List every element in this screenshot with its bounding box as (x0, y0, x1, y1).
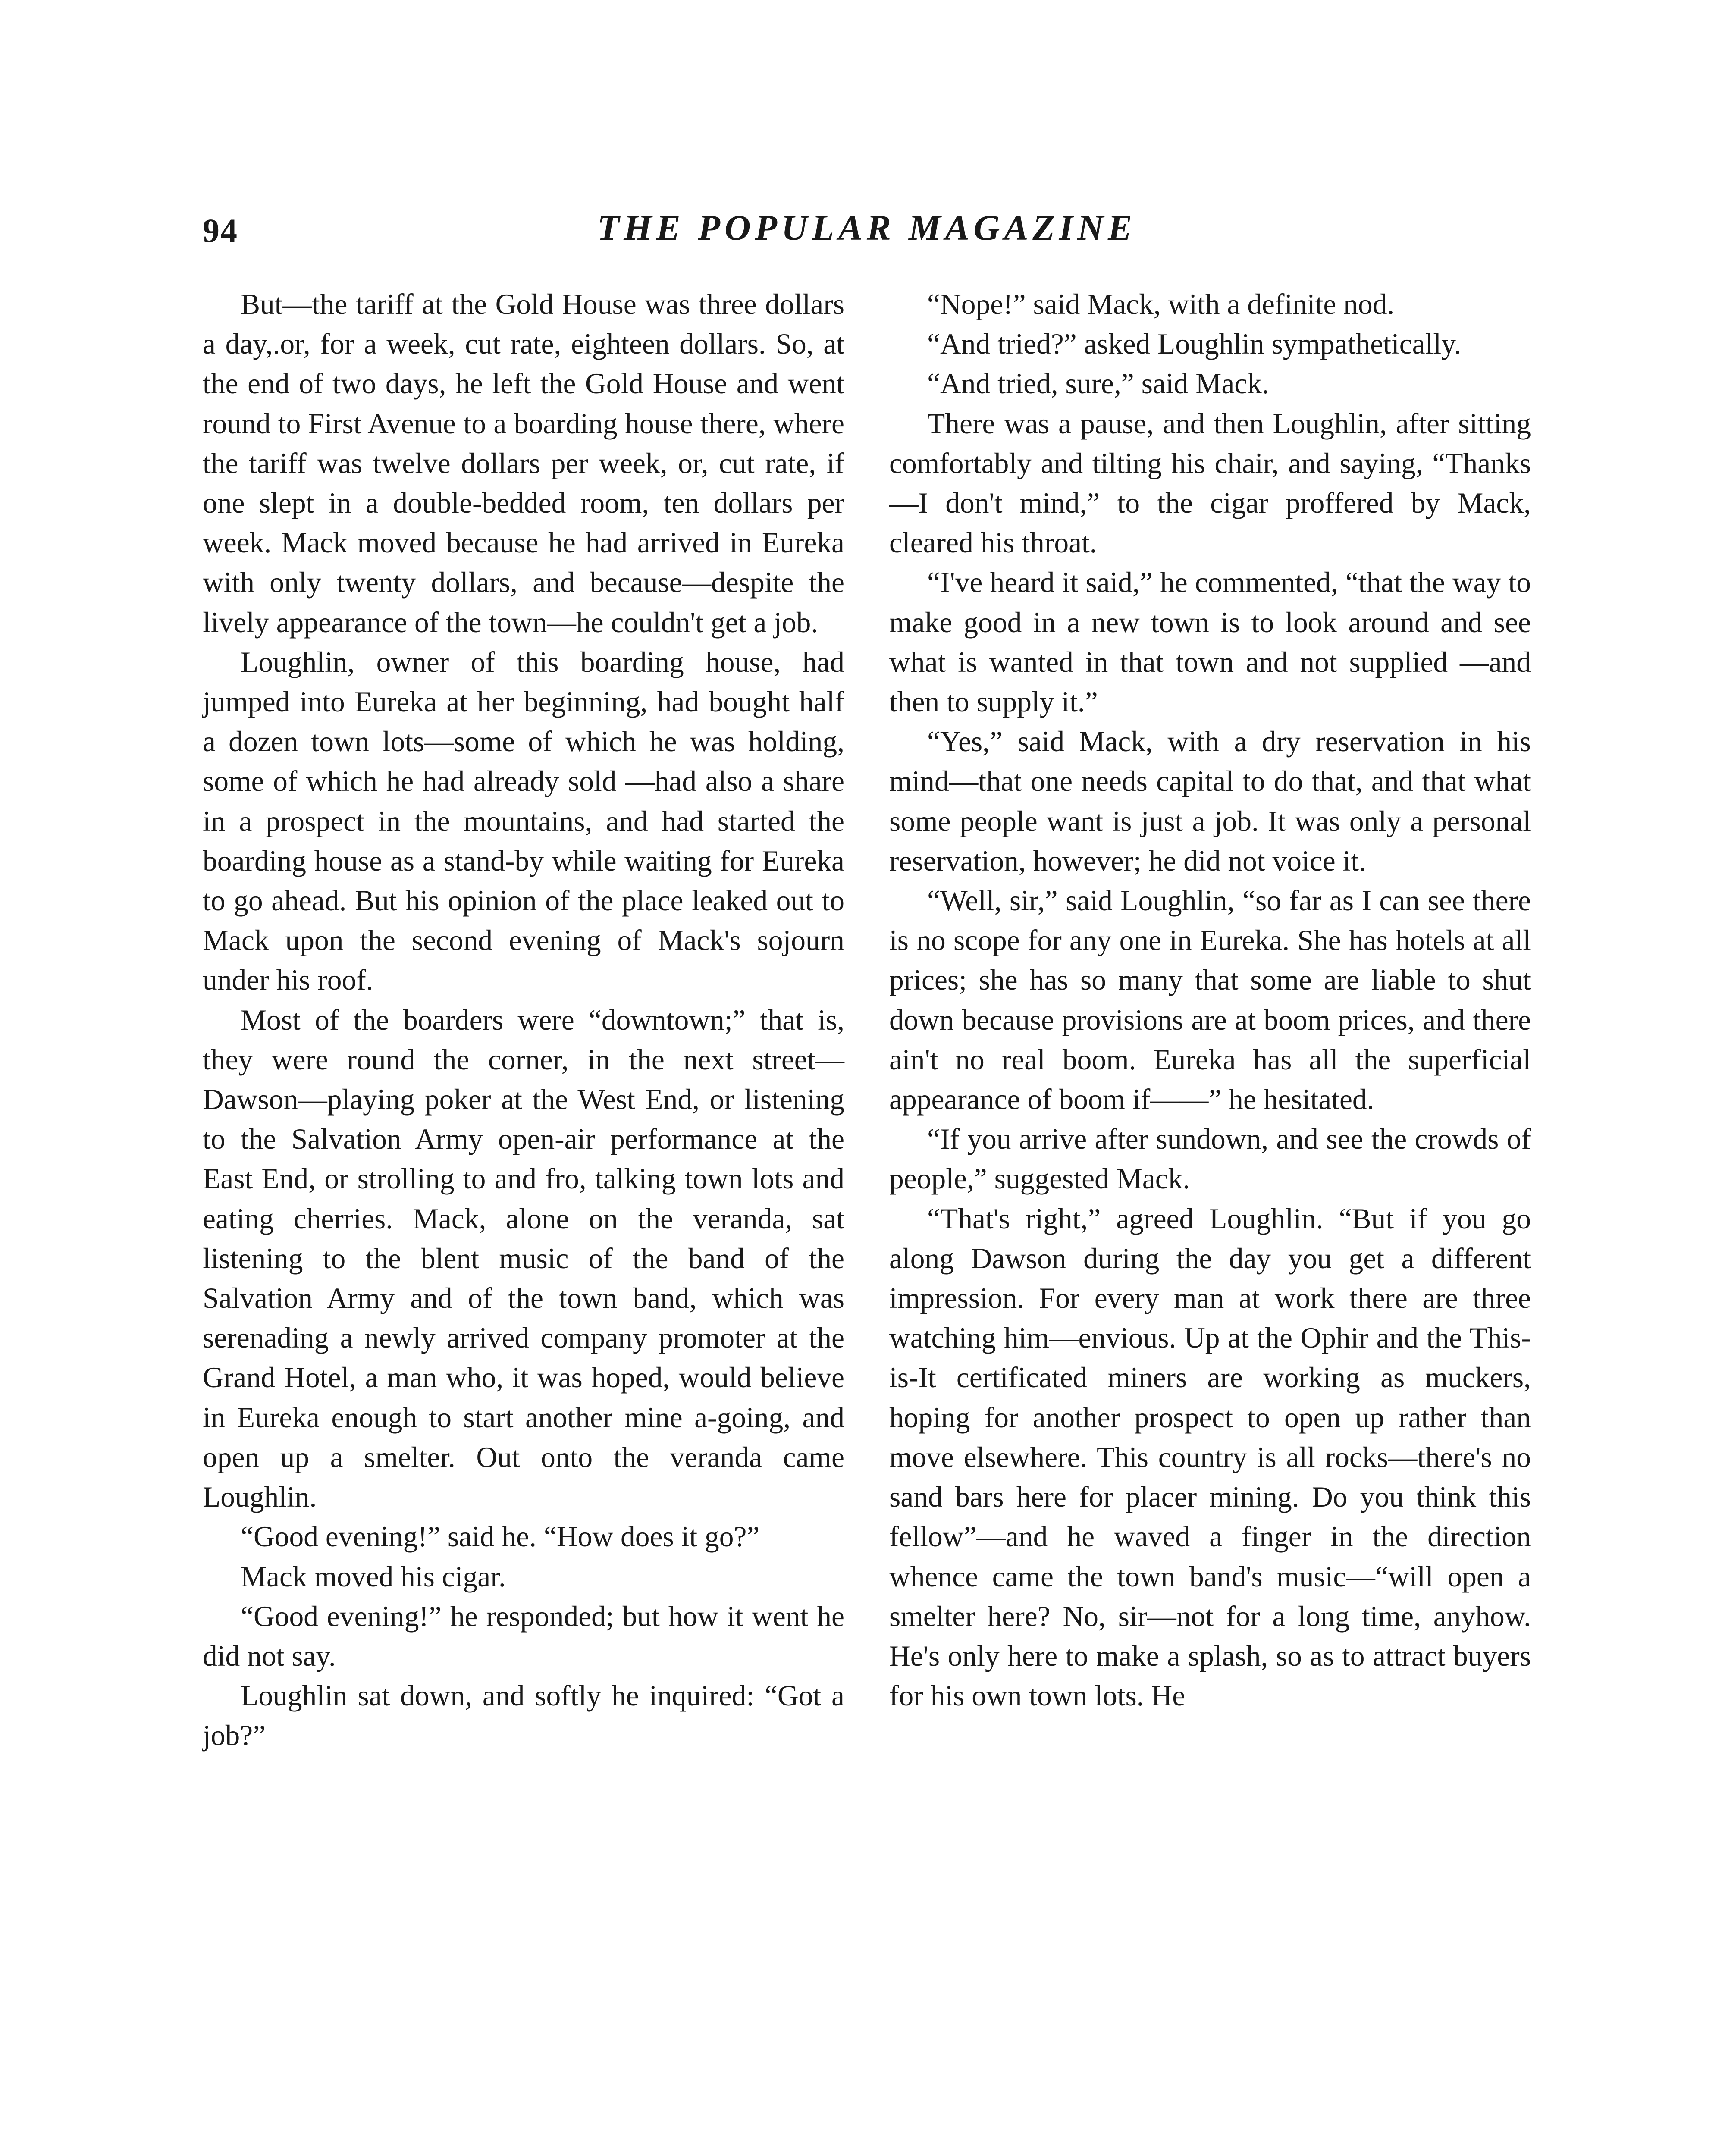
paragraph: Most of the boarders were “downtown;” that is, they were round the corner, in the next street—Dawson—playing poker at the West End, or listening to the Salvation Army open-air performance at the East End, or strolling to and fro, talking town lots and eating cherries. Mack, alone on the veranda, sat listening to the blent music of the band of the Salvation Army and of the town band, which was serenading a newly arrived company promoter at the Grand Hotel, a man who, it was hoped, would believe in Eureka enough to start another mine a-going, and open up a smelter. Out onto the veranda came Loughlin. (203, 1003, 844, 1514)
paragraph: “Good evening!” he responded; but how it went he did not say. (203, 1600, 844, 1672)
paragraph: “Nope!” said Mack, with a definite nod. (927, 288, 1395, 320)
left-column (203, 285, 844, 1756)
paragraph: “And tried, sure,” said Mack. (927, 367, 1269, 400)
paragraph: “I've heard it said,” he commented, “that the way to make good in a new town is to look around and see what is wanted in that town and not supplied —and then to supply it.” (889, 566, 1531, 718)
page-number: 94 (203, 212, 238, 249)
paragraph: “Good evening!” said he. “How does it go?” (241, 1520, 760, 1553)
paragraph: Mack moved his cigar. (241, 1560, 506, 1593)
paragraph: Loughlin, owner of this boarding house, had jumped into Eureka at her beginning, had bought half a dozen town lots—some of which he was holding, some of which he had already sold —had also a share in a prospect in the mountains, and had started the boarding house as a stand-by while waiting for Eureka to go ahead. But his opinion of the place leaked out to Mack upon the second evening of Mack's sojourn under his roof. (203, 646, 844, 997)
paragraph: There was a pause, and then Loughlin, after sitting comfortably and tilting his chair, and saying, “Thanks—I don't mind,” to the cigar proffered by Mack, cleared his throat. (889, 407, 1531, 559)
paragraph: But—the tariff at the Gold House was three dollars a day,.or, for a week, cut rate, eighteen dollars. So, at the end of two days, he left the Gold House and went round to First Avenue to a boarding house there, where the tariff was twelve dollars per week, or, cut rate, if one slept in a double-bedded room, ten dollars per week. Mack moved because he had arrived in Eureka with only twenty dollars, and because—despite the lively appearance of the town—he couldn't get a job. (203, 288, 844, 639)
running-head: THE POPULAR MAGAZINE (597, 208, 1137, 248)
paragraph: “Well, sir,” said Loughlin, “so far as I can see there is no scope for any one in Eureka. She has hotels at all prices; she has so many that some are liable to shut down because provisions are at boom prices, and there ain't no real boom. Eureka has all the superficial appearance of boom if——” he hesitated. (889, 884, 1531, 1116)
article-body (203, 285, 1531, 2156)
paragraph: Loughlin sat down, and softly he inquired: “Got a job?” (203, 1680, 844, 1752)
page-header (203, 203, 1531, 259)
paragraph: “If you arrive after sundown, and see the crowds of people,” suggested Mack. (889, 1123, 1531, 1195)
paragraph: “And tried?” asked Loughlin sympathetically. (927, 328, 1462, 360)
right-column (889, 285, 1531, 1716)
paragraph: “That's right,” agreed Loughlin. “But if you go along Dawson during the day you get a different impression. For every man at work there are three watching him—envious. Up at the Ophir and the This-is-It certificated miners are working as muckers, hoping for another prospect to open up rather than move elsewhere. This country is all rocks—there's no sand bars here for placer mining. Do you think this fellow”—and he waved a finger in the direction whence came the town band's music—“will open a smelter here? No, sir—not for a long time, anyhow. He's only here to make a splash, so as to attract buyers for his own town lots. He (889, 1202, 1531, 1712)
paragraph: “Yes,” said Mack, with a dry reservation in his mind—that one needs capital to do that, and that what some people want is just a job. It was only a personal reservation, however; he did not voice it. (889, 725, 1531, 877)
